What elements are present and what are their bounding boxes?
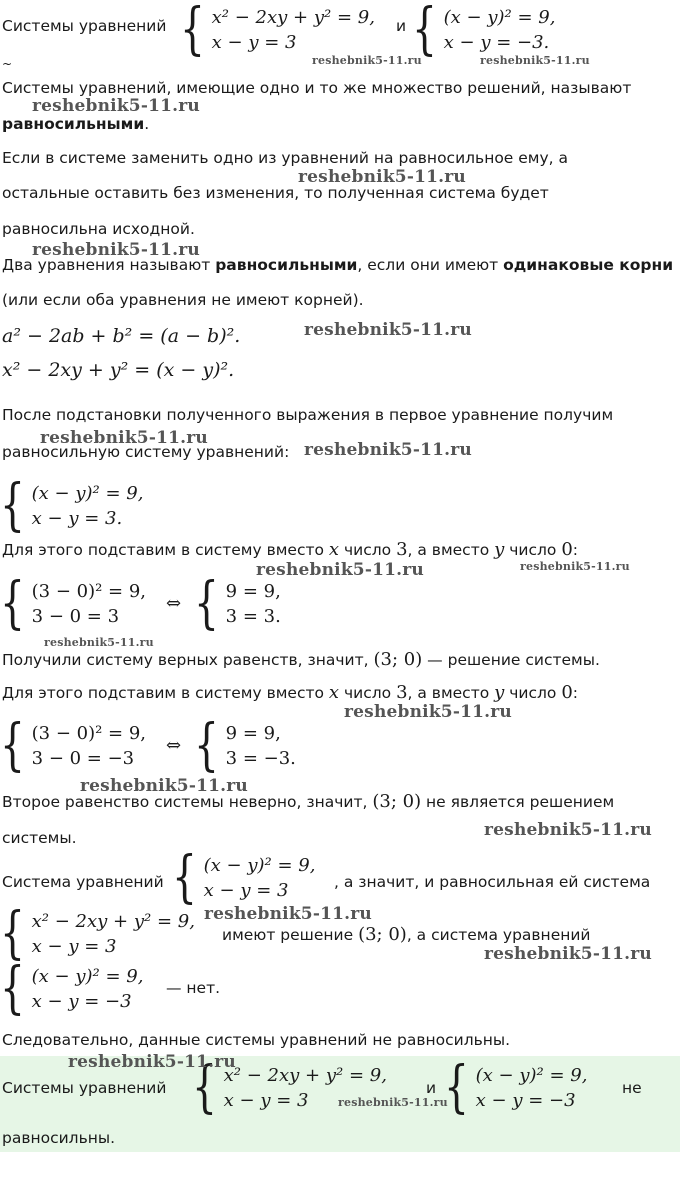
watermark: reshebnik5-11.ru: [480, 54, 590, 67]
conclusion-label: Система уравнений: [2, 873, 164, 891]
watermark: reshebnik5-11.ru: [256, 560, 424, 580]
watermark: reshebnik5-11.ru: [68, 1052, 236, 1072]
watermark: reshebnik5-11.ru: [304, 440, 472, 460]
watermark: reshebnik5-11.ru: [80, 776, 248, 796]
formula-1: a² − 2ab + b² = (a − b)².: [2, 325, 241, 347]
watermark: reshebnik5-11.ru: [304, 320, 472, 340]
conclusion-system-1: { (x − y)² = 9, x − y = 3: [172, 845, 316, 910]
check-2-result-line-2: системы.: [2, 829, 77, 847]
watermark: reshebnik5-11.ru: [520, 560, 630, 573]
paragraph-3-line-1: Два уравнения называют равносильными, если они имеют одинаковые корни: [2, 256, 674, 274]
conclusion-tail-3: — нет.: [166, 979, 221, 997]
answer-label: Системы уравнений: [2, 1079, 167, 1097]
check-1-intro: Для этого подставим в систему вместо x число 3, а вместо y число 0:: [2, 539, 578, 560]
answer-and: и: [426, 1079, 437, 1097]
check-2-system-b: { 9 = 9, 3 = −3.: [194, 713, 296, 778]
intro-and: и: [396, 17, 407, 35]
watermark: reshebnik5-11.ru: [44, 636, 154, 649]
after-sub-line-1: После подстановки полученного выражения в первое уравнение получим: [2, 406, 614, 424]
answer-system-2: { (x − y)² = 9, x − y = −3: [444, 1055, 588, 1120]
watermark: reshebnik5-11.ru: [298, 167, 466, 187]
watermark: reshebnik5-11.ru: [484, 944, 652, 964]
equivalence-sign-1: ⇔: [166, 593, 182, 614]
equivalence-sign-2: ⇔: [166, 735, 182, 756]
check-2-intro: Для этого подставим в систему вместо x число 3, а вместо y число 0:: [2, 682, 578, 703]
tilde: ~: [2, 57, 13, 71]
paragraph-2-line-1: Если в системе заменить одно из уравнений на равносильное ему, а: [2, 149, 569, 167]
check-2-system-a: { (3 − 0)² = 9, 3 − 0 = −3: [0, 713, 147, 778]
watermark: reshebnik5-11.ru: [338, 1096, 448, 1109]
answer-system-1: { x² − 2xy + y² = 9, x − y = 3: [192, 1055, 387, 1120]
conclusion-system-3: { (x − y)² = 9, x − y = −3: [0, 956, 144, 1021]
watermark: reshebnik5-11.ru: [312, 54, 422, 67]
check-1-system-a: { (3 − 0)² = 9, 3 − 0 = 3: [0, 571, 147, 636]
check-1-system-b: { 9 = 9, 3 = 3.: [194, 571, 281, 636]
formula-2: x² − 2xy + y² = (x − y)².: [2, 359, 235, 381]
conclusion-tail-2: имеют решение (3; 0), а система уравнений: [222, 924, 591, 945]
paragraph-2-line-3: равносильна исходной.: [2, 220, 195, 238]
check-1-result: Получили систему верных равенств, значит, (3; 0) — решение системы.: [2, 649, 600, 670]
intro-system-2: { (x − y)² = 9, x − y = −3.: [412, 0, 556, 62]
answer-not: не: [622, 1079, 642, 1097]
after-sub-system: { (x − y)² = 9, x − y = 3.: [0, 473, 144, 538]
watermark: reshebnik5-11.ru: [344, 702, 512, 722]
conclusion-tail-1: , а значит, и равносильная ей система: [334, 873, 651, 891]
conclusion-system-2: { x² − 2xy + y² = 9, x − y = 3: [0, 901, 195, 966]
watermark: reshebnik5-11.ru: [32, 240, 200, 260]
paragraph-3-line-2: (или если оба уравнения не имеют корней).: [2, 291, 364, 309]
intro-system-1: { x² − 2xy + y² = 9, x − y = 3: [180, 0, 375, 62]
after-sub-line-2: равносильную систему уравнений:: [2, 443, 290, 461]
check-2-result-line-1: Второе равенство системы неверно, значит, (3; 0) не является решением: [2, 791, 615, 812]
definition-line-1: Системы уравнений, имеющие одно и то же множество решений, называют: [2, 79, 632, 97]
paragraph-2-line-2: остальные оставить без изменения, то полученная система будет: [2, 184, 549, 202]
watermark: reshebnik5-11.ru: [40, 428, 208, 448]
definition-line-2: равносильными.: [2, 115, 150, 133]
watermark: reshebnik5-11.ru: [484, 820, 652, 840]
watermark: reshebnik5-11.ru: [204, 904, 372, 924]
watermark: reshebnik5-11.ru: [32, 96, 200, 116]
conclusion-final: Следовательно, данные системы уравнений не равносильны.: [2, 1031, 511, 1049]
intro-label: Системы уравнений: [2, 17, 167, 35]
answer-end: равносильны.: [2, 1129, 116, 1147]
